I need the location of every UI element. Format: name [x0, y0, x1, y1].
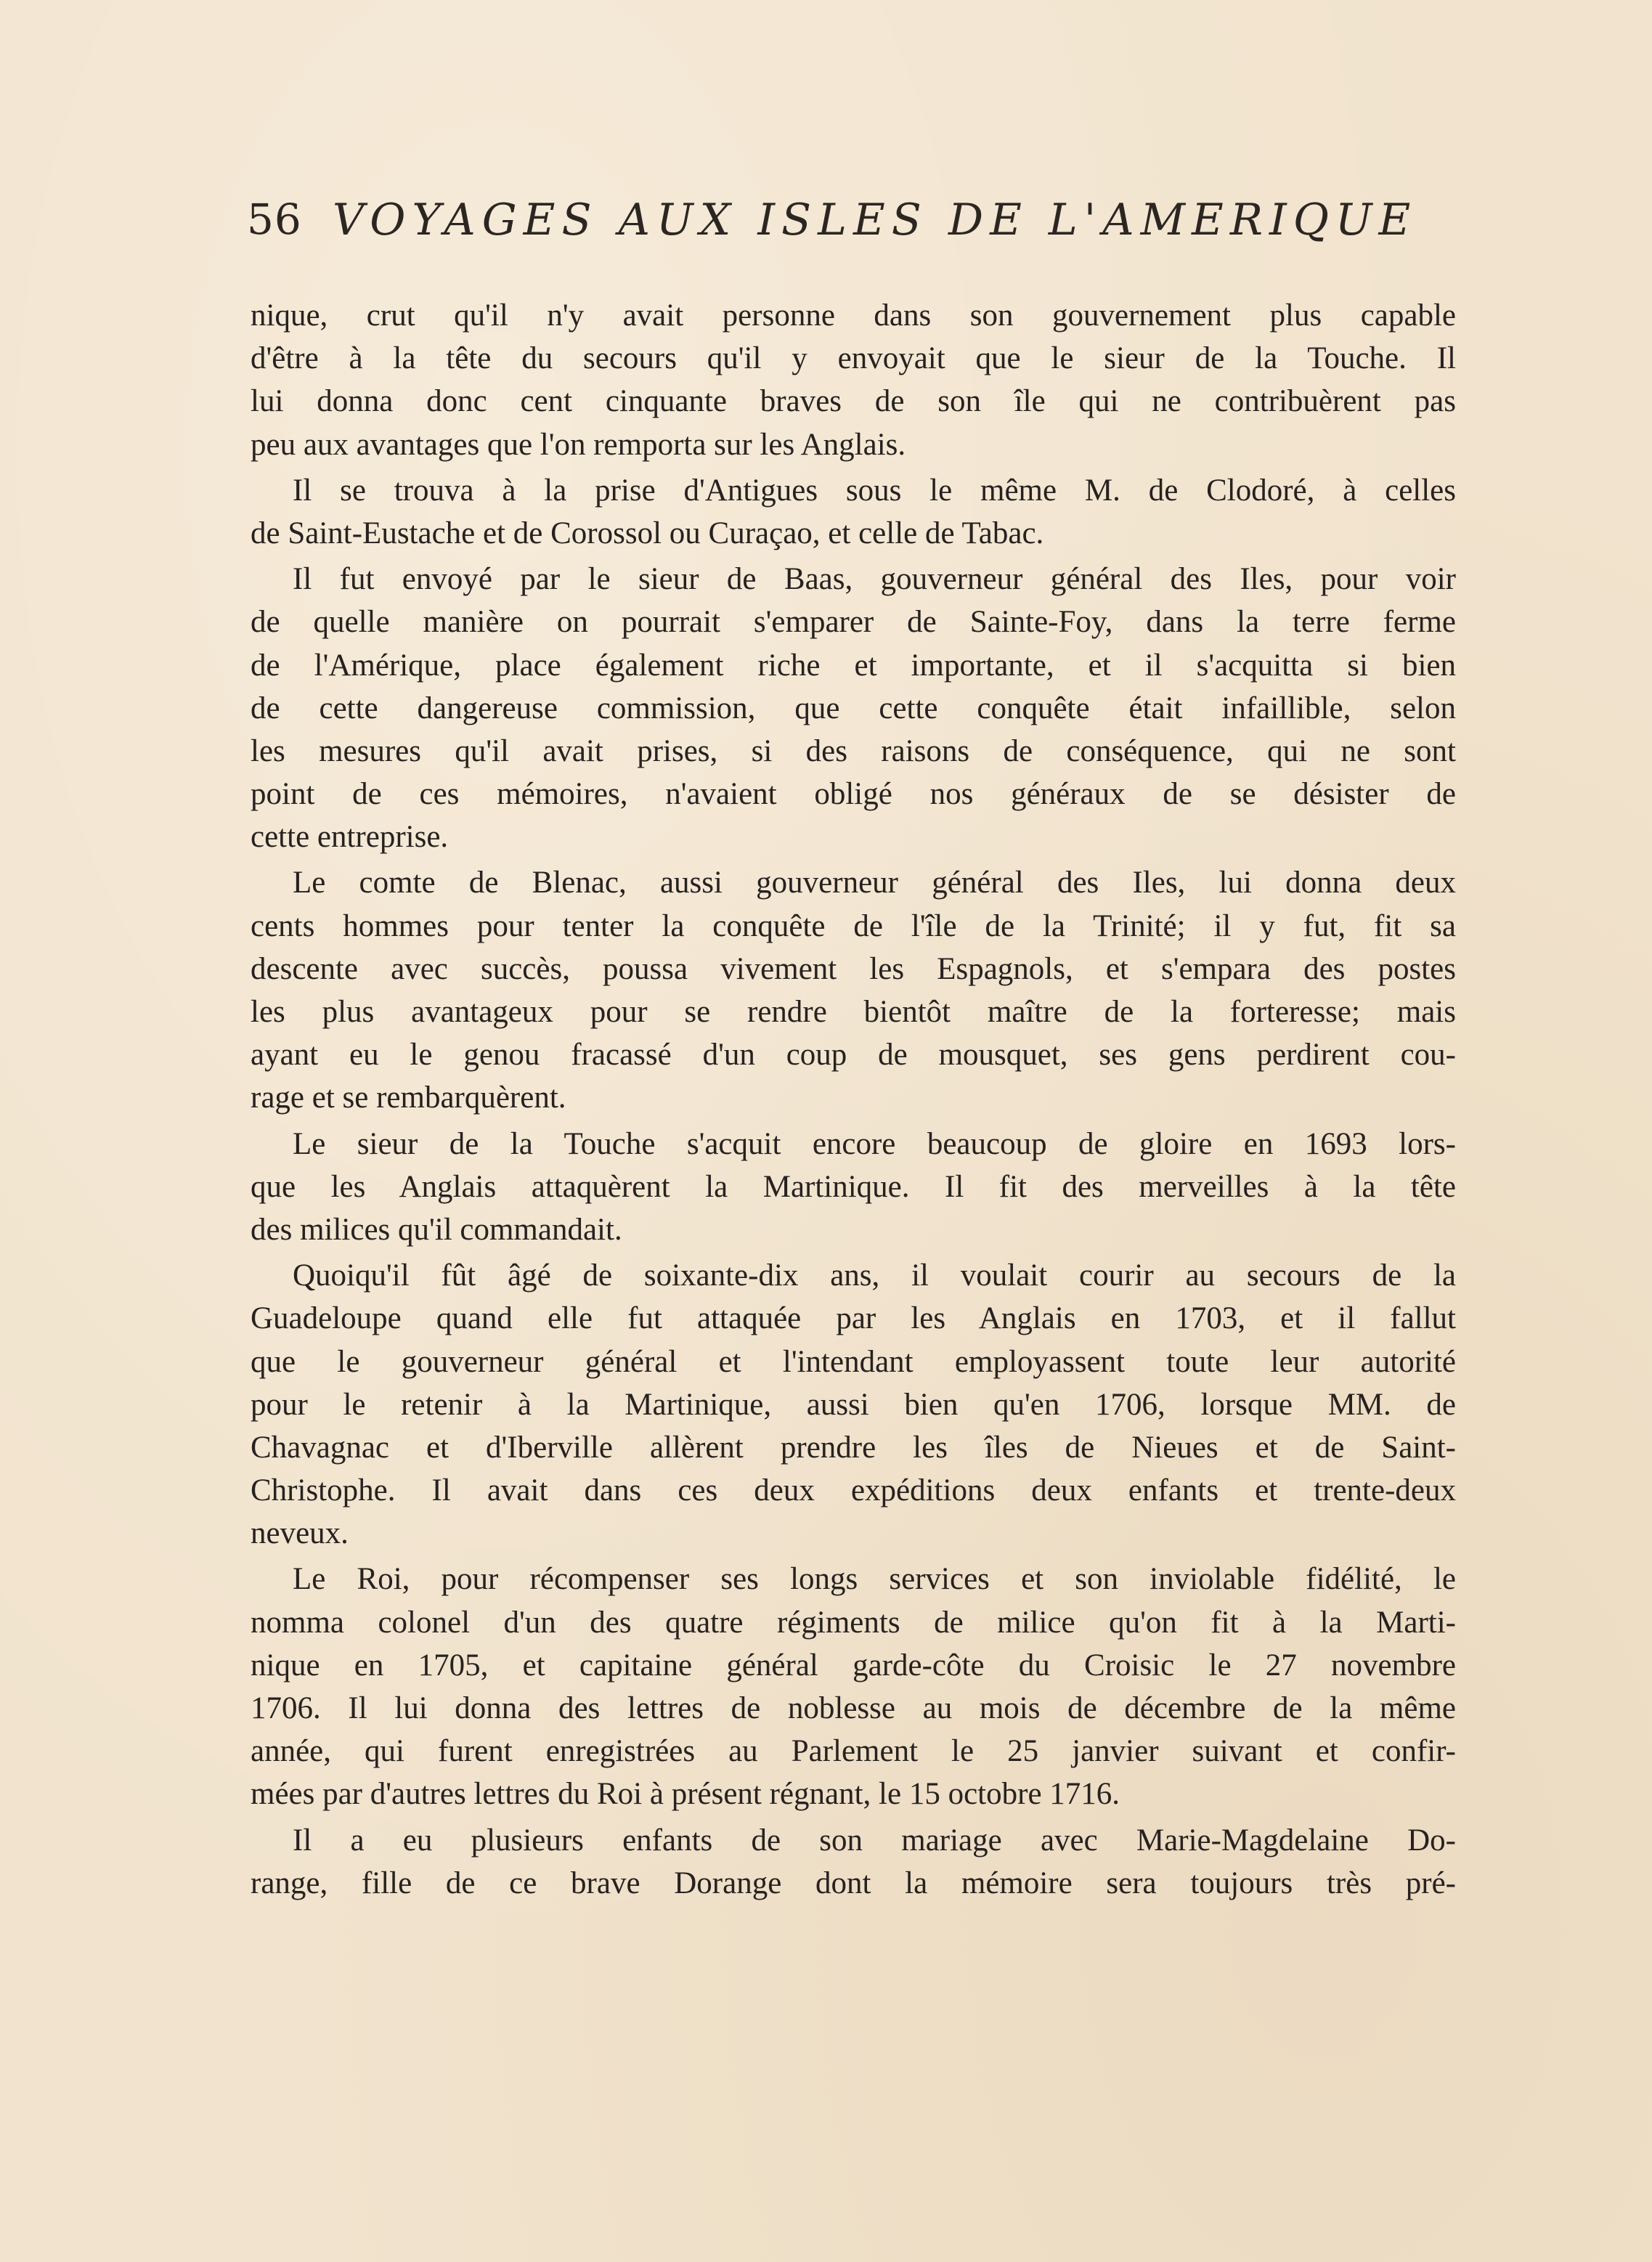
text-line: Il fut envoyé par le sieur de Baas, gouverneur général des Iles, pour voir [293, 562, 1456, 597]
text-line: Quoiqu'il fût âgé de soixante-dix ans, il voulait courir au secours de la [293, 1258, 1456, 1293]
paragraph [251, 861, 1456, 1119]
body-text [251, 294, 1456, 1908]
paragraph [251, 294, 1456, 466]
text-line: les plus avantageux pour se rendre bientôt maître de la forteresse; mais [251, 995, 1456, 1029]
text-line: range, fille de ce brave Dorange dont la mémoire sera toujours très pré- [251, 1866, 1456, 1900]
text-line: neveux. [251, 1516, 349, 1551]
text-line: descente avec succès, poussa vivement les Espagnols, et s'empara des postes [251, 951, 1456, 986]
text-line: rage et se rembarquèrent. [251, 1081, 566, 1115]
text-line: Christophe. Il avait dans ces deux expéditions deux enfants et trente-deux [251, 1473, 1456, 1508]
text-line: les mesures qu'il avait prises, si des raisons de conséquence, qui ne sont [251, 733, 1456, 768]
text-line: nique en 1705, et capitaine général garde-côte du Croisic le 27 novembre [251, 1648, 1456, 1683]
text-line: Il se trouva à la prise d'Antigues sous le même M. de Clodoré, à celles [293, 473, 1456, 508]
text-line: nique, crut qu'il n'y avait personne dans son gouvernement plus capable [251, 298, 1456, 333]
text-line: d'être à la tête du secours qu'il y envoyait que le sieur de la Touche. Il [251, 341, 1456, 376]
text-line: de quelle manière on pourrait s'emparer de Sainte-Foy, dans la terre ferme [251, 605, 1456, 640]
text-line: nomma colonel d'un des quatre régiments de milice qu'on fit à la Marti- [251, 1605, 1456, 1640]
paragraph [251, 1819, 1456, 1905]
paragraph [251, 469, 1456, 555]
paragraph [251, 1254, 1456, 1555]
text-line: peu aux avantages que l'on remporta sur les Anglais. [251, 427, 906, 462]
text-line: de l'Amérique, place également riche et importante, et il s'acquitta si bien [251, 648, 1456, 683]
text-line: des milices qu'il commandait. [251, 1212, 622, 1247]
paragraph [251, 1123, 1456, 1252]
text-line: ayant eu le genou fracassé d'un coup de mousquet, ses gens perdirent cou- [251, 1038, 1456, 1073]
text-line: que les Anglais attaquèrent la Martinique. Il fit des merveilles à la tête [251, 1169, 1456, 1204]
text-line: Il a eu plusieurs enfants de son mariage avec Marie-Magdelaine Do- [293, 1823, 1456, 1858]
paragraph [251, 1558, 1456, 1815]
page-number: 56 [247, 195, 302, 244]
text-line: de cette dangereuse commission, que cette conquête était infaillible, selon [251, 691, 1456, 725]
text-line: de Saint-Eustache et de Corossol ou Curaçao, et celle de Tabac. [251, 516, 1044, 550]
text-line: point de ces mémoires, n'avaient obligé nos généraux de se désister de [251, 777, 1456, 812]
text-line: Guadeloupe quand elle fut attaquée par les Anglais en 1703, et il fallut [251, 1301, 1456, 1336]
text-line: cents hommes pour tenter la conquête de l'île de la Trinité; il y fut, fit sa [251, 908, 1456, 943]
running-head-title: VOYAGES AUX ISLES DE L'AMERIQUE [333, 195, 1417, 245]
paragraph [251, 558, 1456, 858]
text-line: Chavagnac et d'Iberville allèrent prendre les îles de Nieues et de Saint- [251, 1430, 1456, 1465]
text-line: 1706. Il lui donna des lettres de noblesse au mois de décembre de la même [251, 1691, 1456, 1725]
text-line: lui donna donc cent cinquante braves de son île qui ne contribuèrent pas [251, 384, 1456, 419]
text-line: Le sieur de la Touche s'acquit encore beaucoup de gloire en 1693 lors- [293, 1126, 1456, 1161]
text-line: pour le retenir à la Martinique, aussi bien qu'en 1706, lorsque MM. de [251, 1387, 1456, 1422]
page-header [247, 195, 1438, 260]
text-line: Le comte de Blenac, aussi gouverneur général des Iles, lui donna deux [293, 866, 1456, 900]
text-line: cette entreprise. [251, 820, 449, 855]
text-line: que le gouverneur général et l'intendant employassent toute leur autorité [251, 1344, 1456, 1379]
text-line: mées par d'autres lettres du Roi à présent régnant, le 15 octobre 1716. [251, 1777, 1120, 1812]
text-line: année, qui furent enregistrées au Parlement le 25 janvier suivant et confir- [251, 1734, 1456, 1769]
text-line: Le Roi, pour récompenser ses longs services et son inviolable fidélité, le [293, 1562, 1456, 1597]
